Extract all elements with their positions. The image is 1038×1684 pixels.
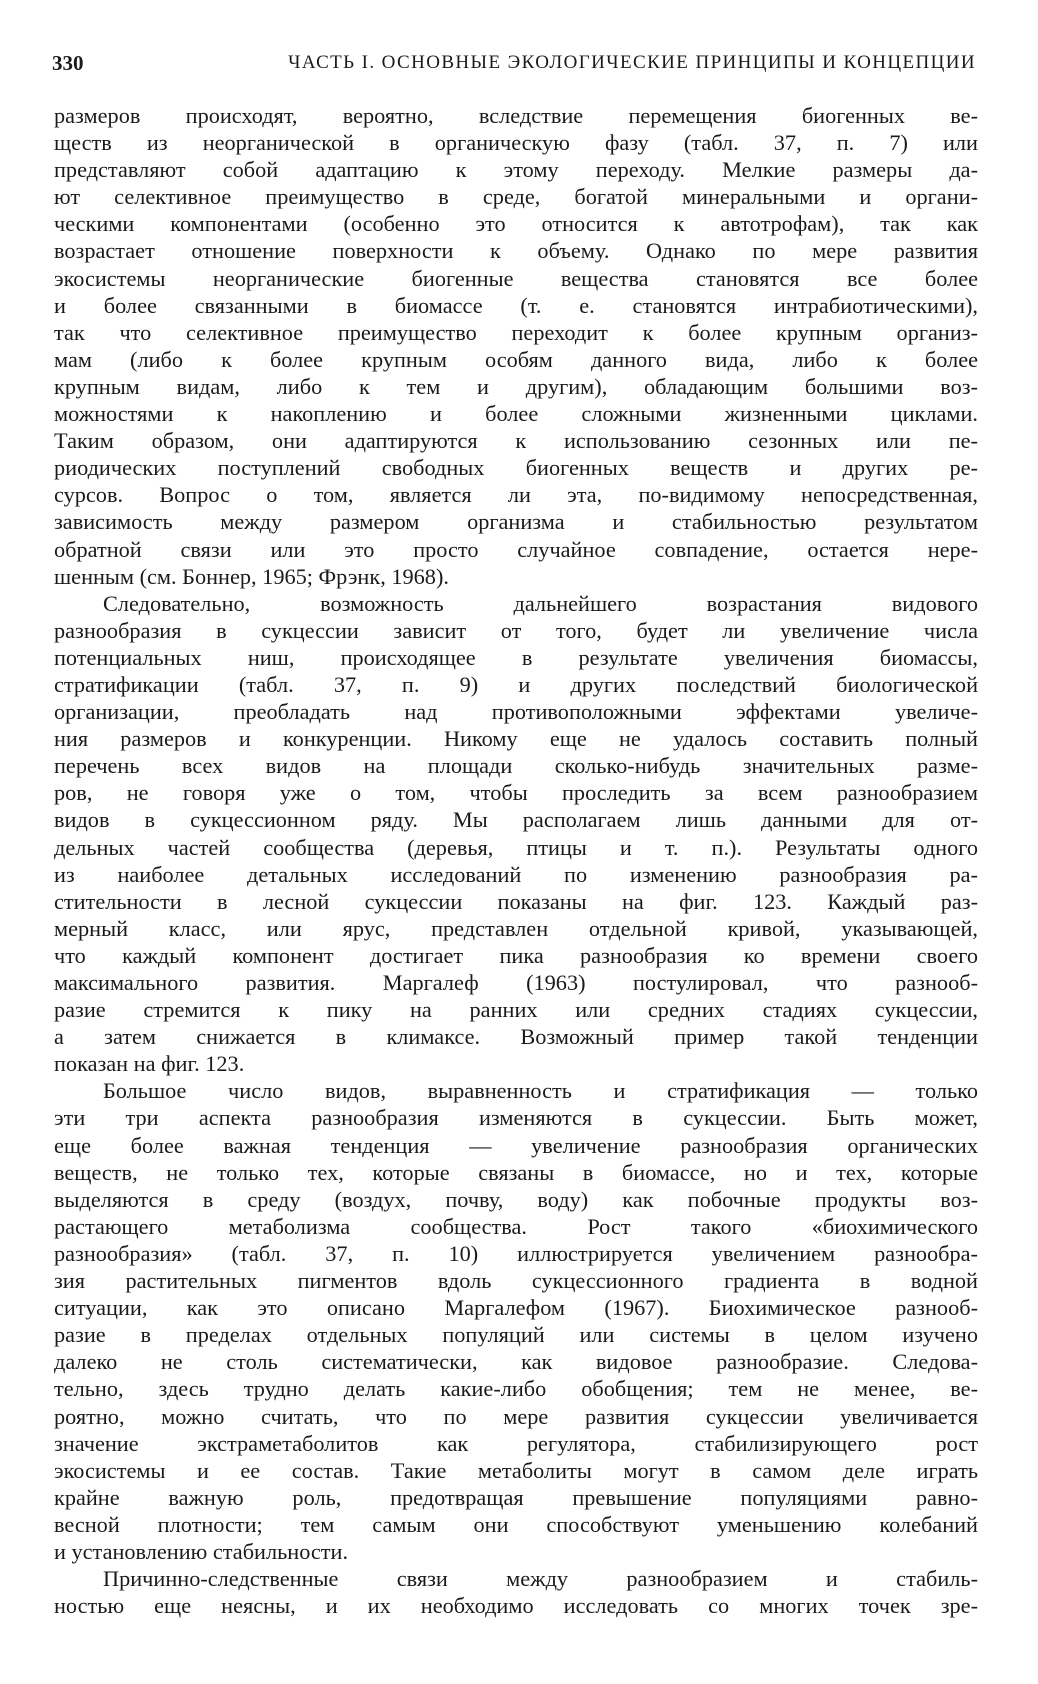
text-line: обратной связи или это просто случайное совпадение, остается нере- (54, 536, 978, 562)
body-text (54, 102, 978, 1619)
text-line: выделяются в среду (воздух, почву, воду) как побочные продукты воз- (54, 1186, 978, 1212)
text-line: эти три аспекта разнообразия изменяются в сукцессии. Быть может, (54, 1105, 978, 1131)
text-line: ществ из неорганической в органическую фазу (табл. 37, п. 7) или (54, 130, 978, 156)
text-line: крайне важную роль, предотвращая превышение популяциями равно- (54, 1484, 978, 1510)
text-line: стратификации (табл. 37, п. 9) и других последствий биологической (54, 671, 978, 697)
text-line: сурсов. Вопрос о том, является ли эта, по-видимому непосредственная, (54, 482, 978, 508)
text-line: роятно, можно считать, что по мере развития сукцессии увеличивается (54, 1403, 978, 1429)
text-line: и более связанными в биомассе (т. е. становятся интрабиотическими), (54, 292, 978, 318)
paragraph (54, 1077, 978, 1565)
text-line: и установлению стабильности. (54, 1538, 349, 1564)
text-line: организации, преобладать над противоположными эффектами увеличе- (54, 699, 978, 725)
text-line: весной плотности; тем самым они способствуют уменьшению колебаний (54, 1511, 978, 1537)
text-line: разие стремится к пику на ранних или средних стадиях сукцессии, (54, 997, 978, 1023)
text-line: ют селективное преимущество в среде, богатой минеральными и органи- (54, 184, 978, 210)
text-line: ситуации, как это описано Маргалефом (1967). Биохимическое разнооб- (54, 1295, 978, 1321)
text-line: перечень всех видов на площади сколько-нибудь значительных разме- (54, 753, 978, 779)
text-line: разие в пределах отдельных популяций или системы в целом изучено (54, 1322, 978, 1348)
text-line: можностями к накоплению и более сложными жизненными циклами. (54, 401, 978, 427)
text-line: зависимость между размером организма и стабильностью результатом (54, 509, 978, 535)
text-line: ностью еще неясны, и их необходимо исследовать со многих точек зре- (54, 1593, 978, 1619)
text-line: крупным видам, либо к тем и другим), обладающим большими воз- (54, 373, 978, 399)
text-line: веществ, не только тех, которые связаны в биомассе, но и тех, которые (54, 1159, 978, 1185)
text-line: а затем снижается в климаксе. Возможный пример такой тенденции (54, 1024, 978, 1050)
text-line: мам (либо к более крупным особям данного вида, либо к более (54, 346, 978, 372)
text-line: ческими компонентами (особенно это относится к автотрофам), так как (54, 211, 978, 237)
running-title: ЧАСТЬ I. ОСНОВНЫЕ ЭКОЛОГИЧЕСКИЕ ПРИНЦИПЫ И КОНЦЕПЦИИ (288, 52, 976, 73)
text-line: возрастает отношение поверхности к объему. Однако по мере развития (54, 238, 978, 264)
text-line: мерный класс, или ярус, представлен отдельной кривой, указывающей, (54, 915, 978, 941)
text-line: Таким образом, они адаптируются к использованию сезонных или пе- (54, 428, 978, 454)
text-line: из наиболее детальных исследований по изменению разнообразия ра- (54, 861, 978, 887)
text-line: экосистемы и ее состав. Такие метаболиты могут в самом деле играть (54, 1457, 978, 1483)
paragraph (54, 1565, 978, 1619)
running-header (52, 48, 976, 78)
paragraph (54, 102, 978, 590)
text-line: еще более важная тенденция — увеличение разнообразия органических (54, 1132, 978, 1158)
text-line: значение экстраметаболитов как регулятора, стабилизирующего рост (54, 1430, 978, 1456)
text-line: показан на фиг. 123. (54, 1051, 245, 1077)
text-line: максимального развития. Маргалеф (1963) постулировал, что разнооб- (54, 970, 978, 995)
text-line: представляют собой адаптацию к этому переходу. Мелкие размеры да- (54, 157, 978, 183)
text-line: ров, не говоря уже о том, чтобы проследить за всем разнообразием (54, 780, 978, 806)
text-line: риодических поступлений свободных биогенных веществ и других ре- (54, 455, 978, 481)
paragraph (54, 590, 978, 1078)
text-line: Большое число видов, выравненность и стратификация — только (103, 1078, 978, 1104)
text-line: разнообразия в сукцессии зависит от того, будет ли увеличение числа (54, 617, 978, 643)
text-line: так что селективное преимущество переходит к более крупным организ- (54, 319, 978, 345)
text-line: тельно, здесь трудно делать какие-либо обобщения; тем не менее, ве- (54, 1376, 978, 1402)
text-line: Причинно-следственные связи между разнообразием и стабиль- (103, 1566, 978, 1592)
text-line: шенным (см. Боннер, 1965; Фрэнк, 1968). (54, 563, 449, 589)
text-line: экосистемы неорганические биогенные вещества становятся все более (54, 265, 978, 291)
text-line: растающего метаболизма сообщества. Рост такого «биохимического (54, 1213, 978, 1239)
text-line: стительности в лесной сукцессии показаны на фиг. 123. Каждый раз- (54, 888, 978, 914)
page-number: 330 (52, 51, 84, 75)
text-line: разнообразия» (табл. 37, п. 10) иллюстрируется увеличением разнообра- (54, 1240, 978, 1266)
text-line: зия растительных пигментов вдоль сукцессионного градиента в водной (54, 1268, 978, 1294)
text-line: что каждый компонент достигает пика разнообразия ко времени своего (54, 942, 978, 968)
text-line: размеров происходят, вероятно, вследствие перемещения биогенных ве- (54, 103, 978, 128)
text-line: далеко не столь систематически, как видовое разнообразие. Следова- (54, 1349, 978, 1375)
text-line: видов в сукцессионном ряду. Мы располагаем лишь данными для от- (54, 807, 978, 833)
text-line: потенциальных ниш, происходящее в результате увеличения биомассы, (54, 644, 978, 670)
text-line: Следовательно, возможность дальнейшего возрастания видового (103, 590, 978, 616)
text-line: дельных частей сообщества (деревья, птицы и т. п.). Результаты одного (54, 834, 978, 860)
text-line: ния размеров и конкуренции. Никому еще не удалось составить полный (54, 726, 978, 752)
